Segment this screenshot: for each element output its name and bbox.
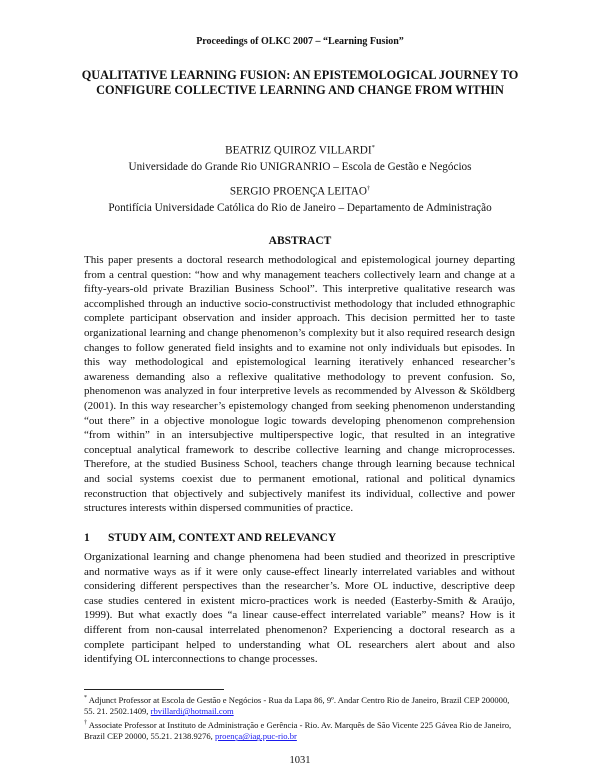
page-number: 1031	[289, 755, 311, 766]
footnote-mark: †	[84, 720, 87, 727]
author-affiliation: Universidade do Grande Rio UNIGRANRIO – Escola de Gestão e Negócios	[128, 160, 472, 173]
footnotes	[84, 693, 515, 744]
section-number: 1	[84, 532, 90, 544]
footnote-mark[interactable]: †	[366, 185, 371, 192]
footnote-1: * Adjunct Professor at Escola de Gestão e Negócios - Rua da Lapa 86, 9º. Andar Centro Rio de Janeiro, Brazil CEP 200000, 55. 21. 2502.1409, rbvillardi@hotmail.com	[84, 694, 510, 717]
author-block-2	[0, 181, 600, 216]
paper-title: QUALITATIVE LEARNING FUSION: AN EPISTEMOLOGICAL JOURNEY TO CONFIGURE COLLECTIVE LEARNING AND CHANGE FROM WITHIN	[81, 68, 519, 97]
running-head: Proceedings of OLKC 2007 – “Learning Fusion”	[196, 36, 404, 47]
author-name: BEATRIZ QUIROZ VILLARDI*	[225, 144, 375, 157]
email-link[interactable]: proença@iag.puc-rio.br	[214, 731, 297, 742]
footnote-2: † Associate Professor at Instituto de Administração e Gerência - Rio. Av. Marquês de São Vicente 225 Gávea Rio de Janeiro, Brazil CEP 20000, 55.21. 2138.9276, proença@iag.puc-rio.br	[84, 720, 512, 742]
footnote-divider	[84, 689, 224, 690]
footnote-mark[interactable]: *	[371, 144, 375, 151]
section-title: STUDY AIM, CONTEXT AND RELEVANCY	[108, 532, 337, 544]
email-link[interactable]: rbvillardi@hotmail.com	[150, 706, 234, 717]
author-affiliation: Pontifícia Universidade Católica do Rio de Janeiro – Departamento de Administração	[108, 201, 492, 214]
section-heading	[84, 532, 515, 544]
footnote-mark: *	[84, 695, 87, 701]
author-block-1	[0, 140, 600, 175]
author-name: SERGIO PROENÇA LEITAO†	[229, 185, 371, 198]
abstract-text: This paper presents a doctoral research methodological and epistemological journey departing from a central question: “how and why management teachers collectively learn and change at a fifty-years-old private Brazilian Business School”. This interpretive qualitative research was accomplished through an inductive socio-constructivist methodology that included ethnographic complete participant observation and insider approach. This decision permitted her to taste organizational learning and change phenomenon’s complexity but it also required research design changes to follow generated field insights and to examine not only individuals but episodes. In this way methodological and epistemological learning iteratively enhanced researcher’s awareness demanding also a reflexive qualitative methodology to prevent confusion. So, phenomenon was analyzed in four interpretive levels as recommended by Alvesson & Sköldberg (2001). In this way researcher’s epistemology changed from seeking phenomenon understanding “out there” in a objective monologue logic towards developing phenomenon comprehension “from within” in an intersubjective multiperspective logic, that resulted in an integrative conceptual analytical framework to describe collective learning and change microprocesses. Therefore, at the studied Business School, teachers change through learning because technical and social systems coexist due to permanent emotional, rational and political dynamics reconstruction that objectively and subjectively manifest its individual, collective and power structures interests within dispersed communities of practice.	[84, 254, 515, 515]
abstract-heading: ABSTRACT	[268, 235, 332, 247]
section-body-text: Organizational learning and change phenomena had been studied and theorized in prescriptive and normative ways as if it were only cause-effect linearly interrelated variables and without considering different perspectives than the researcher’s. More OL inductive, descriptive deep case studies centered in existent micro-practices work is needed (Easterby-Smith & Araújo, 1999). But what exactly does “a linear cause-effect interrelated variable” means? How is it different from non-causal interrelated phenomenon? Experiencing a doctoral research as a complete participant helped to understanding what OL researchers alert about and also identifying OL interconnections to change processes.	[84, 551, 515, 666]
